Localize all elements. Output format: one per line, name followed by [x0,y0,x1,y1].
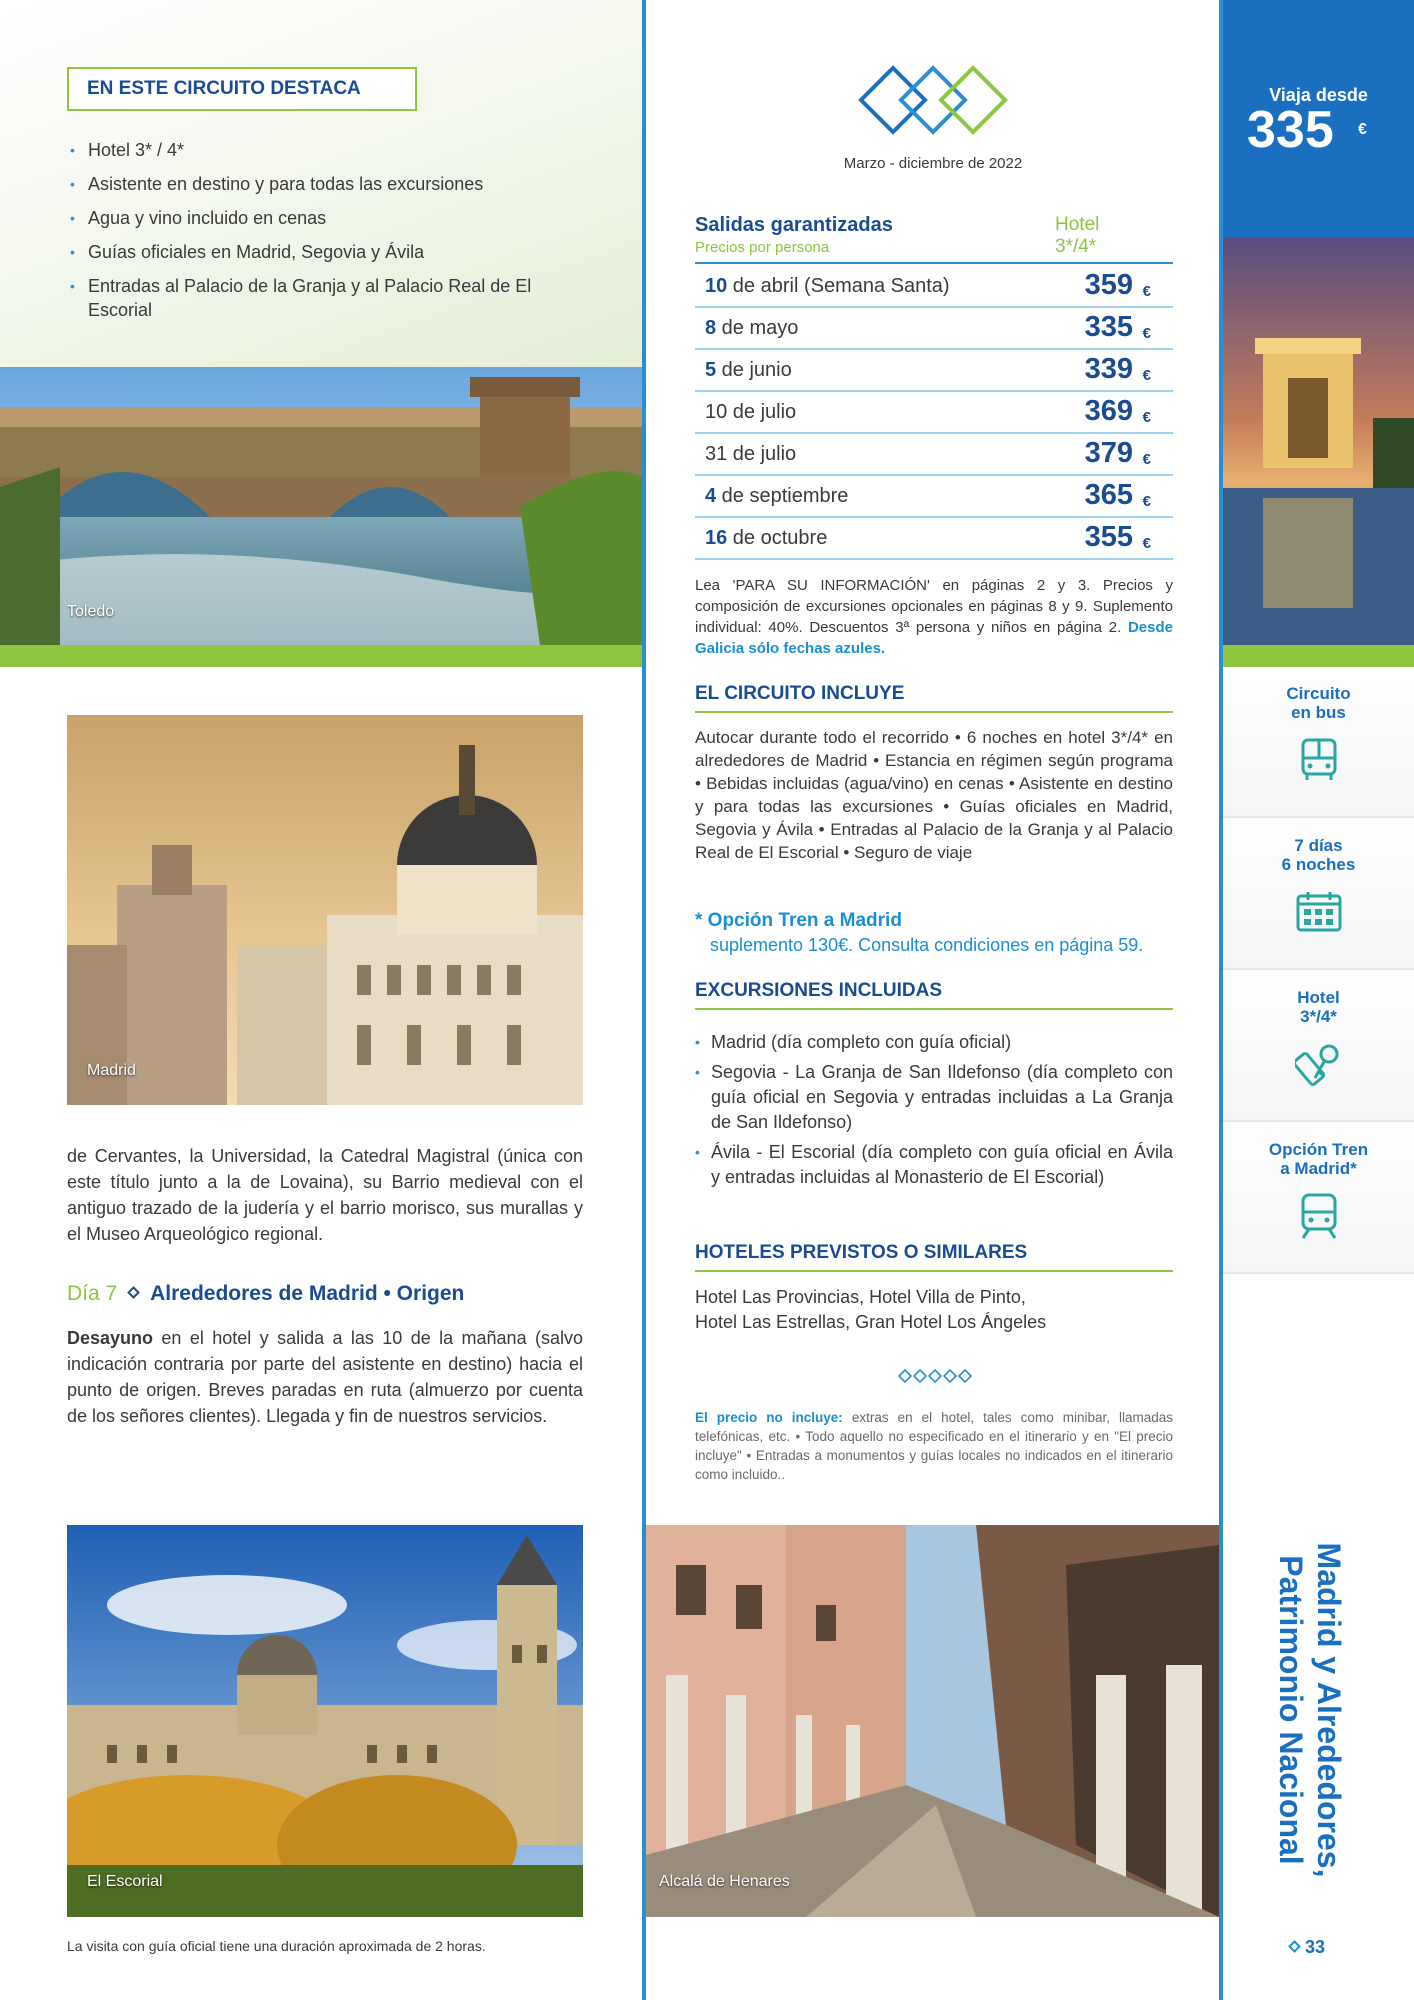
day7-body: en el hotel y salida a las 10 de la mañana (salvo indicación contraria por parte del asistente en destino) hacia el punto de origen. Breves paradas en ruta (almuerzo por cuenta de los señores clientes). Llegada y fin de nuestros servicios. [67,1328,583,1426]
temple-photo [1223,238,1414,645]
includes-text: Autocar durante todo el recorrido • 6 noches en hotel 3*/4* en alrededores de Madrid • Estancia en régimen según programa • Bebidas incluidas (agua/vino) en cenas • Asistente en destino y para todas las excursiones • Guías oficiales en Madrid, Segovia y Ávila • Entradas al Palacio de la Granja y al Palacio Real de El Escorial • Seguro de viaje [695,728,1173,862]
feature-title [1223,684,1414,722]
highlights-list [70,138,540,332]
toledo-caption: Toledo [67,603,115,620]
feature-line: 7 días [1294,836,1343,855]
highlight-item: • Guías oficiales en Madrid, Segovia y Ávila [70,240,540,264]
highlight-item: • Agua y vino incluido en cenas [70,206,540,230]
currency-symbol: € [1142,283,1151,300]
train-option-title: * Opción Tren a Madrid [695,910,902,931]
green-divider [1223,645,1414,667]
table-row [695,350,1173,392]
hotel-column-header [1055,214,1099,258]
departure-price: 339 [1084,353,1133,385]
table-row [695,518,1173,560]
departures-header [695,214,1173,262]
madrid-photo [67,715,583,1105]
departure-month: 31 de julio [705,443,797,465]
excursion-item: • Segovia - La Granja de San Ildefonso (día completo con guía oficial en Segovia y entradas incluidas a La Granja de San Ildefonso) [695,1060,1173,1135]
currency-symbol: € [1142,493,1151,510]
day7-title: Alrededores de Madrid • Origen [150,1282,465,1305]
price-info-body: Lea 'PARA SU INFORMACIÓN' en páginas 2 y 3. Precios y composición de excursiones opcionales en páginas 8 y 9. Suplemento individual: 40%. Descuentos 3ª persona y niños en página 2. [695,577,1173,636]
feature-line: 3*/4* [1300,1007,1337,1026]
departure-price: 359 [1084,269,1133,301]
feature-line: en bus [1291,703,1346,722]
day7-text [67,1325,583,1429]
page-number-value: 33 [1305,1937,1326,1957]
day7-lead: Desayuno [67,1328,154,1348]
feature-days [1223,822,1414,970]
departure-day: 16 [705,527,728,549]
toledo-photo [0,367,642,645]
currency-symbol: € [1142,325,1151,342]
page-number [1290,1937,1325,1958]
departure-date [705,401,796,424]
trip-title [1272,1543,1348,1878]
excursions-title: EXCURSIONES INCLUIDAS [695,980,1173,1010]
table-row [695,308,1173,350]
departures-title: Salidas garantizadas [695,214,893,236]
departure-month: de septiembre [716,485,849,507]
alcala-caption: Alcalá de Henares [659,1873,790,1890]
departure-date [705,359,792,382]
bus-icon [1295,736,1343,784]
currency-symbol: € [1358,121,1367,138]
feature-title [1223,988,1414,1026]
departure-month: de junio [716,359,792,381]
itinerary-text: de Cervantes, la Universidad, la Catedral Magistral (única con este título junto a la de Lovaina), su Barrio medieval con el antiguo trazado de la judería y el barrio morisco, sus murallas y el Museo Arqueológico regional. [67,1146,583,1244]
feature-line: a Madrid* [1280,1159,1357,1178]
green-divider [0,645,642,667]
currency-symbol: € [1142,535,1151,552]
includes-title: EL CIRCUITO INCLUYE [695,683,1173,713]
alcala-photo [646,1525,1219,1917]
feature-line: Hotel [1297,988,1340,1007]
feature-train [1223,1126,1414,1274]
feature-title [1223,1140,1414,1178]
departure-date [705,443,796,466]
departure-month: de abril (Semana Santa) [727,275,950,297]
hotels-line: Hotel Las Estrellas, Gran Hotel Los Ángeles [695,1312,1047,1332]
train-icon [1295,1192,1343,1240]
galicia-note: Desde Galicia sólo fechas azules. [695,619,1173,657]
diamond-divider-icon [897,1368,973,1384]
trip-title-line: Patrimonio Nacional [1273,1555,1309,1865]
departure-month: de octubre [727,527,828,549]
train-option-text: suplemento 130€. Consulta condiciones en página 59. [710,935,1144,955]
hotel-key-icon [1295,1040,1343,1088]
departure-month: de mayo [716,317,799,339]
madrid-caption: Madrid [87,1062,136,1079]
price-from-panel [1223,0,1414,238]
currency-symbol: € [1142,451,1151,468]
departure-price: 369 [1084,395,1133,427]
highlights-title: EN ESTE CIRCUITO DESTACA [67,67,417,111]
departure-price: 355 [1084,521,1133,553]
hotels-title: HOTELES PREVISTOS O SIMILARES [695,1242,1173,1272]
vertical-trip-title [1260,1500,1360,1920]
excursion-item: • Madrid (día completo con guía oficial) [695,1030,1173,1055]
table-row [695,476,1173,518]
calendar-icon [1295,888,1343,936]
excursion-item: • Ávila - El Escorial (día completo con guía oficial en Ávila y entradas incluidas al Monasterio de El Escorial) [695,1140,1173,1190]
feature-line: Opción Tren [1268,1140,1369,1159]
departure-price: 335 [1084,311,1133,343]
table-row [695,434,1173,476]
departures-table [695,266,1173,560]
highlight-item: • Hotel 3* / 4* [70,138,540,162]
trip-title-line: Madrid y Alrededores, [1311,1542,1347,1878]
guide-footnote: La visita con guía oficial tiene una duración aproximada de 2 horas. [67,1938,486,1954]
departure-price: 379 [1084,437,1133,469]
departure-date [705,275,950,298]
price-from-value: 335 [1247,101,1334,159]
feature-line: 6 noches [1281,855,1356,874]
departure-date [705,527,827,550]
departure-price: 365 [1084,479,1133,511]
departures-subtitle: Precios por persona [695,239,830,256]
escorial-photo [67,1525,583,1917]
table-row [695,266,1173,308]
feature-line: Circuito [1286,684,1351,703]
departure-date [705,485,848,508]
date-range: Marzo - diciembre de 2022 [843,155,1023,172]
not-included-text [695,1408,1173,1484]
highlight-item: • Asistente en destino y para todas las excursiones [70,172,540,196]
hotel-column-category: 3*/4* [1055,236,1097,257]
escorial-caption: El Escorial [87,1873,163,1890]
hotels-line: Hotel Las Provincias, Hotel Villa de Pinto, [695,1287,1026,1307]
table-header-rule [695,262,1173,264]
departure-day: 10 [705,275,728,297]
not-included-label: El precio no incluye: [695,1410,843,1425]
not-included-body: extras en el hotel, tales como minibar, llamadas telefónicas, etc. • Todo aquello no especificado en el itinerario y en "El precio incluye" • Entradas a monumentos y guías locales no indicados en el itinerario como incluido.. [695,1410,1174,1482]
feature-hotel [1223,974,1414,1122]
day7-heading [67,1282,583,1306]
departure-day: 5 [705,359,717,381]
table-row [695,392,1173,434]
price-from-label: Viaja desde [1269,85,1368,105]
feature-bus [1223,670,1414,818]
departure-date [705,317,798,340]
day7-label: Día 7 [67,1282,118,1305]
departure-day: 8 [705,317,717,339]
excursions-list [695,1030,1173,1195]
feature-title [1223,836,1414,874]
hotel-column-label: Hotel [1055,214,1100,235]
currency-symbol: € [1142,409,1151,426]
highlight-item: • Entradas al Palacio de la Granja y al Palacio Real de El Escorial [70,274,540,322]
diamonds-logo-icon [855,62,1010,137]
departure-day: 4 [705,485,717,507]
diamond-icon [127,1286,140,1299]
price-info-text [695,575,1173,659]
departure-month: 10 de julio [705,401,797,423]
hotels-text [695,1285,1173,1335]
currency-symbol: € [1142,367,1151,384]
diamond-icon [1288,1940,1301,1953]
